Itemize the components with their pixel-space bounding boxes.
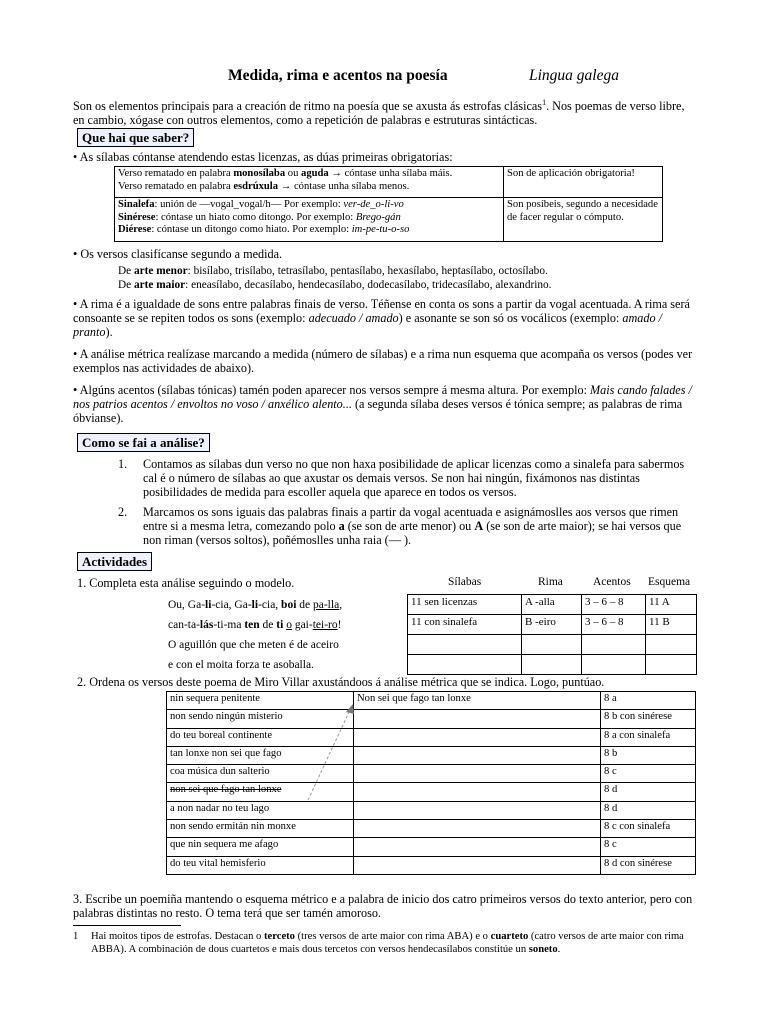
col-header-acentos: Acentos bbox=[593, 576, 631, 588]
arte-maior-line: De arte maior: eneasílabo, decasílabo, hendecasílabo, dodecasílabo, tridecasílabo, alexandrino. bbox=[118, 279, 552, 291]
col-header-esquema: Esquema bbox=[648, 576, 691, 588]
table-row bbox=[167, 801, 696, 819]
footnote-text: Hai moitos tipos de estrofas. Destacan o terceto (tres versos de arte maior con rima ABA) e o cuarteto (catro versos de arte maior con rima ABBA). A combinación de dous cuartetos e mais dous tercetos con versos hendecasílabos constitúe un soneto. bbox=[91, 931, 684, 955]
activity-2-table bbox=[166, 691, 696, 875]
table-row bbox=[167, 765, 696, 783]
scheme-cell: 8 b bbox=[601, 746, 696, 764]
answer-cell[interactable] bbox=[354, 765, 601, 783]
scheme-cell: 8 b con sinérese bbox=[601, 710, 696, 728]
scheme-cell: 8 c con sinalefa bbox=[601, 820, 696, 838]
page-subtitle: Lingua galega bbox=[529, 67, 619, 84]
bullet-silabas: • As sílabas cóntanse atendendo estas licenzas, as dúas primeiras obrigatorias: bbox=[73, 150, 453, 164]
bullet-rima: • A rima é a igualdade de sons entre palabras finais de verso. Téñense en conta os sons a partir da vogal acentuada. A rima será consoante se se repiten todos os sons (exemplo: adecuado / amado) e asonante se son só os vocálicos (exemplo: amado / pranto). bbox=[73, 297, 690, 339]
cell-silabas: 11 con sinalefa bbox=[408, 615, 522, 635]
scheme-cell: 8 d con sinérese bbox=[601, 856, 696, 874]
section-actividades-heading: Actividades bbox=[77, 552, 152, 571]
cell-rima: A -alla bbox=[522, 595, 582, 615]
table-row bbox=[167, 856, 696, 874]
poem-example bbox=[168, 595, 342, 675]
table-row bbox=[167, 838, 696, 856]
section-saber-heading: Que hai que saber? bbox=[77, 128, 194, 147]
verse-cell[interactable]: do teu vital hemisferio bbox=[167, 856, 354, 874]
table-row bbox=[167, 710, 696, 728]
scheme-cell: 8 d bbox=[601, 801, 696, 819]
answer-cell[interactable] bbox=[354, 820, 601, 838]
intro-text: Son os elementos principais para a creación de ritmo na poesía que se axusta ás estrofas clásicas bbox=[73, 99, 543, 114]
bullet-analise: • A análise métrica realízase marcando a medida (número de sílabas) e a rima nun esquema que acompaña os versos (podes ver exemplos nas actividades de abaixo). bbox=[73, 347, 693, 375]
intro-text-2: . Nos poemas de verso libre, en cambio, xógase con outros elementos, como a repetición de palabras e estruturas sintácticas. bbox=[73, 99, 685, 128]
activity-3-label: 3. Escribe un poemiña mantendo o esquema métrico e a palabra de inicio dos catro primeiros versos do texto anterior, pero con palabras distintas no resto. O tema terá que ser tamén amoroso. bbox=[73, 892, 693, 920]
page-title: Medida, rima e acentos na poesía bbox=[228, 67, 448, 84]
answer-cell[interactable] bbox=[354, 746, 601, 764]
verse-cell[interactable]: a non nadar no teu lago bbox=[167, 801, 354, 819]
verse-cell-used[interactable]: non sei que fago tan lonxe bbox=[167, 783, 354, 801]
table-row bbox=[408, 615, 697, 635]
cell-esquema: 11 A bbox=[646, 595, 697, 615]
footnote-mark: 1 bbox=[542, 98, 547, 107]
answer-cell[interactable] bbox=[354, 783, 601, 801]
table-row bbox=[167, 692, 696, 710]
table-row-empty[interactable] bbox=[408, 655, 697, 675]
table-row bbox=[167, 820, 696, 838]
footnote-divider bbox=[73, 925, 181, 926]
verse-cell[interactable]: non sendo ermitán nin monxe bbox=[167, 820, 354, 838]
answer-cell[interactable]: Non sei que fago tan lonxe bbox=[354, 692, 601, 710]
answer-cell[interactable] bbox=[354, 856, 601, 874]
col-header-silabas: Sílabas bbox=[448, 576, 482, 588]
licenses-table bbox=[114, 166, 663, 242]
license-cell-figures: Sinalefa: unión de —vogal_vogal/h— Por exemplo: ver-de_o-li-vo Sinérese: cóntase un hiato como ditongo. Por exemplo: Brego-gán Diérese: cóntase un ditongo como hiato. Por exemplo: im-pe-tu-o-so bbox=[115, 198, 504, 242]
footnote-number: 1 bbox=[73, 931, 79, 942]
poem-line: O aguillón que che meten é de aceiro bbox=[168, 639, 339, 651]
table-row bbox=[167, 783, 696, 801]
scheme-cell: 8 c bbox=[601, 838, 696, 856]
answer-cell[interactable] bbox=[354, 710, 601, 728]
license-cell-accent: Verso rematado en palabra monosílaba ou aguda → cóntase unha sílaba máis. Verso rematado en palabra esdrúxula → cóntase unha sílaba menos. bbox=[115, 167, 504, 198]
bullet-clasificacion: • Os versos clasifícanse segundo a medida. bbox=[73, 247, 283, 261]
activity-1-label: 1. Completa esta análise seguindo o modelo. bbox=[77, 576, 295, 590]
answer-cell[interactable] bbox=[354, 728, 601, 746]
col-header-rima: Rima bbox=[538, 576, 563, 588]
poem-line: Ou, Ga-li-cia, Ga-li-cia, boi de pa-lla, bbox=[168, 599, 343, 611]
section-como-heading: Como se fai a análise? bbox=[77, 433, 210, 452]
cell-silabas: 11 sen licenzas bbox=[408, 595, 522, 615]
como-step-2: 2. Marcamos os sons iguais das palabras finais a partir da vogal acentuada e asignámoslles aos versos que rimen entre si a mesma letra, comezando polo a (se son de arte menor) ou A (se son de arte maior); se hai versos que non riman (versos soltos), poñémoslles unha raia (— ). bbox=[118, 505, 682, 547]
table-row-empty[interactable] bbox=[408, 635, 697, 655]
activity-2-label: 2. Ordena os versos deste poema de Miro Villar axustándoos á análise métrica que se indica. Logo, puntúao. bbox=[77, 675, 605, 689]
answer-cell[interactable] bbox=[354, 801, 601, 819]
scheme-cell: 8 a bbox=[601, 692, 696, 710]
arte-menor-line: De arte menor: bisílabo, trisílabo, tetrasílabo, pentasílabo, hexasílabo, heptasílabo, octosílabo. bbox=[118, 265, 548, 277]
table-row bbox=[167, 746, 696, 764]
scheme-cell: 8 d bbox=[601, 783, 696, 801]
como-step-1: 1. Contamos as sílabas dun verso no que non haxa posibilidade de aplicar licenzas como a sinalefa para sabermos cal é o número de sílabas ao que axustar os demais versos. Se non hai ningún, fixámonos nas distintas posibilidades de medida para escoller aquela que aparece en todos os versos. bbox=[118, 457, 685, 499]
cell-acentos: 3 – 6 – 8 bbox=[582, 615, 646, 635]
poem-line: can-ta-lás-ti-ma ten de ti o gai-tei-ro! bbox=[168, 619, 342, 631]
scheme-cell: 8 a con sinalefa bbox=[601, 728, 696, 746]
verse-cell[interactable]: coa música dun salterio bbox=[167, 765, 354, 783]
answer-cell[interactable] bbox=[354, 838, 601, 856]
table-row bbox=[408, 595, 697, 615]
verse-cell[interactable]: tan lonxe non sei que fago bbox=[167, 746, 354, 764]
bullet-acentos: • Algúns acentos (sílabas tónicas) tamén poden aparecer nos versos sempre á mesma altura. Por exemplo: Mais cando falades / nos patrios acentos / envoltos no voso / anxélico alento... (a segunda sílaba deses versos é tónica sempre; as palabras de rima óbvianse). bbox=[73, 383, 692, 425]
move-arrow-icon bbox=[290, 700, 370, 805]
cell-acentos: 3 – 6 – 8 bbox=[582, 595, 646, 615]
verse-cell[interactable]: do teu boreal continente bbox=[167, 728, 354, 746]
verse-cell[interactable]: que nin sequera me afago bbox=[167, 838, 354, 856]
intro-paragraph bbox=[73, 96, 695, 127]
verse-cell[interactable]: non sendo ningún misterio bbox=[167, 710, 354, 728]
table-row bbox=[167, 728, 696, 746]
poem-line: e con el moita forza te asoballa. bbox=[168, 659, 314, 671]
activity-1-table bbox=[407, 594, 697, 675]
license-obligatory-note: Son de aplicación obrigatoria! bbox=[504, 167, 663, 198]
cell-rima: B -eiro bbox=[522, 615, 582, 635]
verse-cell[interactable]: nin sequera penitente bbox=[167, 692, 354, 710]
cell-esquema: 11 B bbox=[646, 615, 697, 635]
license-optional-note: Son posíbeis, segundo a necesidade de facer regular o cómputo. bbox=[504, 198, 663, 242]
scheme-cell: 8 c bbox=[601, 765, 696, 783]
